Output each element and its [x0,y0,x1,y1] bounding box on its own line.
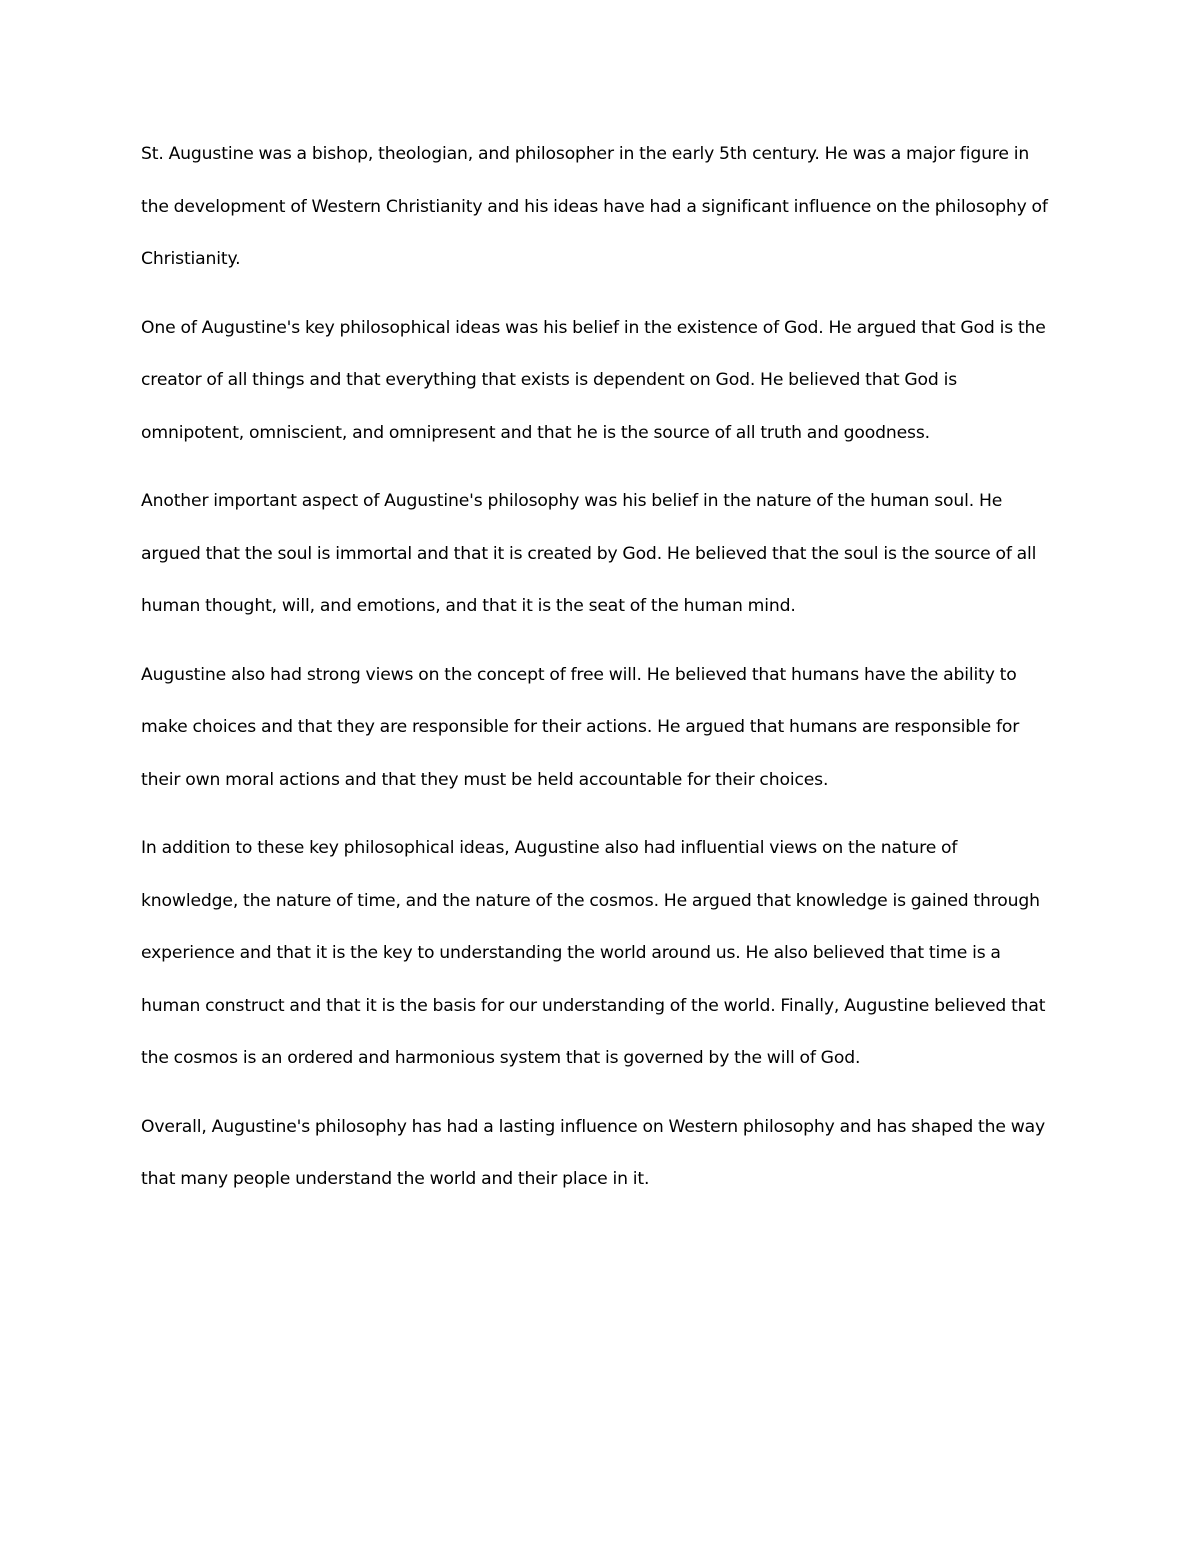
paragraph-existence-of-god: One of Augustine's key philosophical ideas was his belief in the existence of God. He argued that God is the creator of all things and that everything that exists is dependent on God. He believed that God is omnipotent, omniscient, and omnipresent and that he is the source of all truth and goodness. [141,317,1046,443]
paragraph-introduction: St. Augustine was a bishop, theologian, and philosopher in the early 5th century. He was a major figure in the development of Western Christianity and his ideas have had a significant influence on the philosophy of Christianity. [141,144,1048,269]
paragraph-conclusion: Overall, Augustine's philosophy has had a lasting influence on Western philosophy and has shaped the way that many people understand the world and their place in it. [141,1116,1045,1189]
paragraph-knowledge-time-cosmos: In addition to these key philosophical ideas, Augustine also had influential views on the nature of knowledge, the nature of time, and the nature of the cosmos. He argued that knowledge is gained through experience and that it is the key to understanding the world around us. He also believed that time is a human construct and that it is the basis for our understanding of the world. Finally, Augustine believed that the cosmos is an ordered and harmonious system that is governed by the will of God. [141,838,1046,1068]
document-body [141,128,1059,1206]
paragraph-free-will: Augustine also had strong views on the concept of free will. He believed that humans have the ability to make choices and that they are responsible for their actions. He argued that humans are responsible for their own moral actions and that they must be held accountable for their choices. [141,664,1020,790]
paragraph-human-soul: Another important aspect of Augustine's philosophy was his belief in the nature of the human soul. He argued that the soul is immortal and that it is created by God. He believed that the soul is the source of all human thought, will, and emotions, and that it is the seat of the human mind. [141,491,1037,616]
